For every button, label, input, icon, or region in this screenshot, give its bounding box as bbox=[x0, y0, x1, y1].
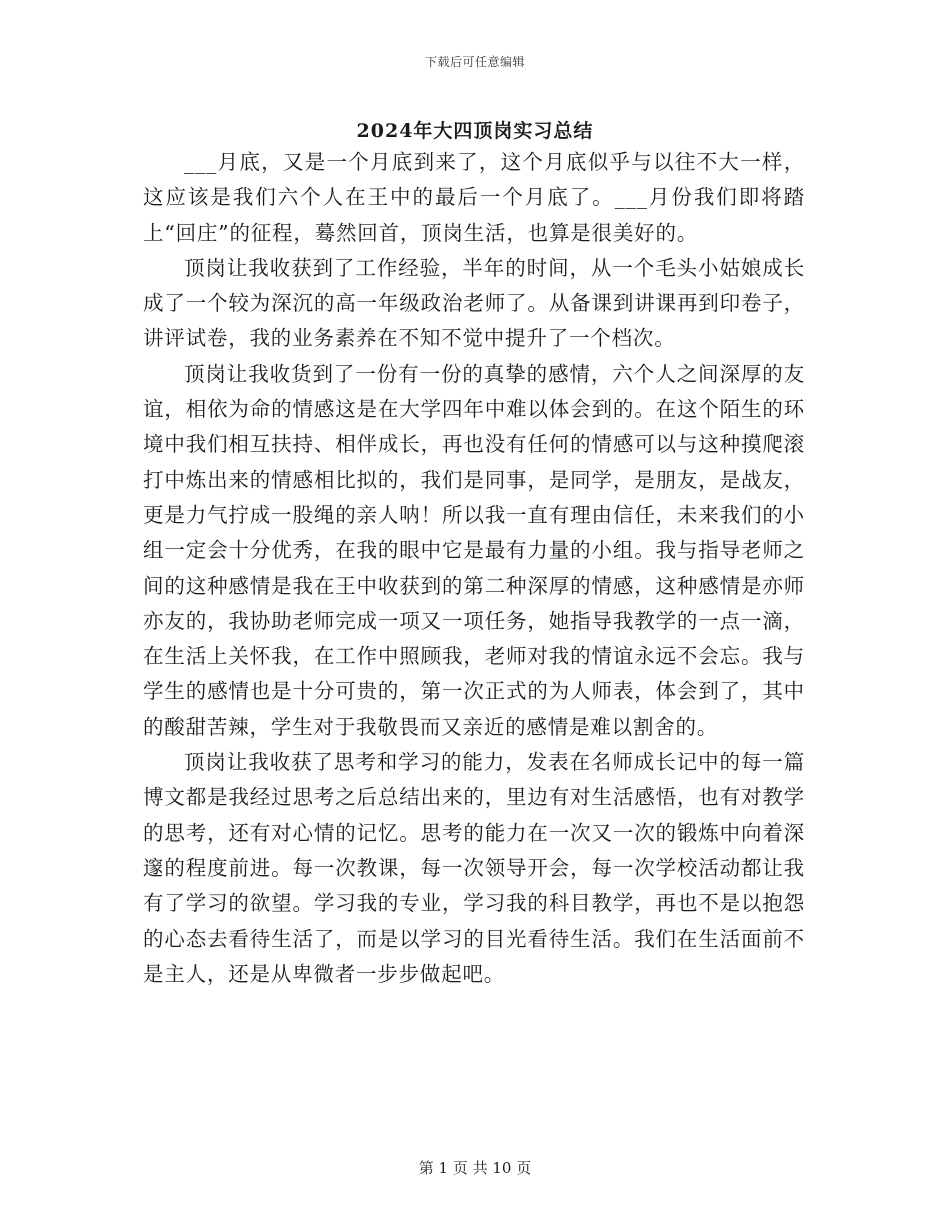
header-note: 下载后可任意编辑 bbox=[424, 55, 525, 69]
document-body bbox=[143, 145, 805, 992]
paragraph: 顶岗让我收获到了工作经验，半年的时间，从一个毛头小姑娘成长成了一个较为深沉的高一年级政治老师了。从备课到讲课再到印卷子，讲评试卷，我的业务素养在不知不觉中提升了一个档次。 bbox=[143, 255, 805, 351]
page-number: 第 1 页 共 10 页 bbox=[418, 1159, 532, 1177]
paragraph: 顶岗让我收获了思考和学习的能力，发表在名师成长记中的每一篇博文都是我经过思考之后总结出来的，里边有对生活感悟，也有对教学的思考，还有对心情的记忆。思考的能力在一次又一次的锻炼中向着深邃的程度前进。每一次教课，每一次领导开会，每一次学校活动都让我有了学习的欲望。学习我的专业，学习我的科目教学，再也不是以抱怨的心态去看待生活了，而是以学习的目光看待生活。我们在生活面前不是主人，还是从卑微者一步步做起吧。 bbox=[143, 750, 805, 986]
document-title: 2024年大四顶岗实习总结 bbox=[356, 120, 594, 142]
paragraph: ___月底，又是一个月底到来了，这个月底似乎与以往不大一样，这应该是我们六个人在王中的最后一个月底了。___月份我们即将踏上“回庄”的征程，蓦然回首，顶岗生活，也算是很美好的。 bbox=[143, 150, 805, 245]
paragraph: 顶岗让我收货到了一份有一份的真挚的感情，六个人之间深厚的友谊，相依为命的情感这是在大学四年中难以体会到的。在这个陌生的环境中我们相互扶持、相伴成长，再也没有任何的情感可以与这种摸爬滚打中炼出来的情感相比拟的，我们是同事，是同学，是朋友，是战友，更是力气拧成一股绳的亲人呐！所以我一直有理由信任，未来我们的小组一定会十分优秀，在我的眼中它是最有力量的小组。我与指导老师之间的这种感情是我在王中收获到的第二种深厚的情感，这种感情是亦师亦友的，我协助老师完成一项又一项任务，她指导我教学的一点一滴，在生活上关怀我，在工作中照顾我，老师对我的情谊永远不会忘。我与学生的感情也是十分可贵的，第一次正式的为人师表，体会到了，其中的酸甜苦辣，学生对于我敬畏而又亲近的感情是难以割舍的。 bbox=[143, 361, 805, 739]
